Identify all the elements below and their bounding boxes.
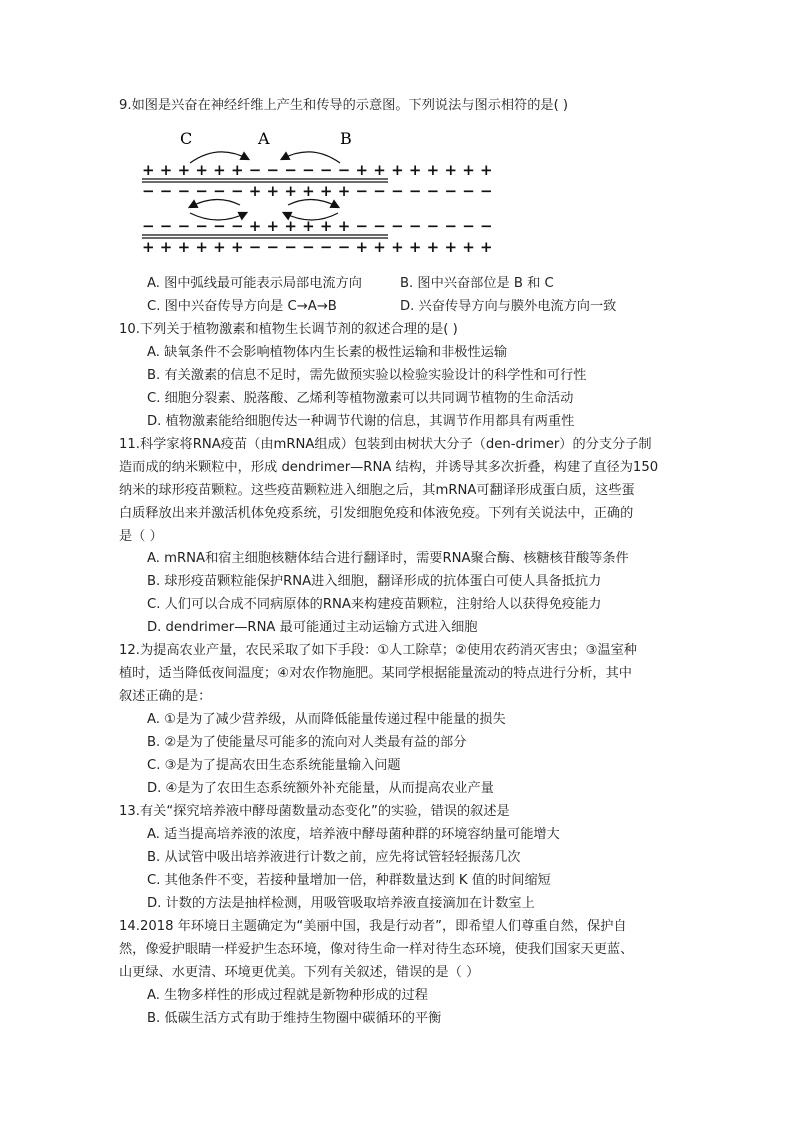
label-b: B: [340, 129, 352, 148]
inner-right-arc-1: [288, 199, 338, 207]
q11-line-4: 白质释放出来并激活机体免疫系统，引发细胞免疫和体液免疫。下列有关说法中，正确的: [119, 506, 634, 521]
q9-stem: 9.如图是兴奋在神经纤维上产生和传导的示意图。下列说法与图示相符的是( ): [119, 98, 569, 113]
q11-option-b: B. 球形疫苗颗粒能保护RNA进入细胞，翻译形成的抗体蛋白可使人具备抵抗力: [147, 574, 602, 589]
row1-charges: + + + + + + − − − − − − + + + + + + + +: [142, 161, 493, 179]
q13-stem: 13.有关“探究培养液中酵母菌数量动态变化”的实验，错误的叙述是: [119, 804, 510, 819]
q12-line-2: 植时，适当降低夜间温度；④对农作物施肥。某同学根据能量流动的特点进行分析，其中: [119, 666, 632, 681]
q14-line-3: 山更绿、水更清、环境更优美。下列有关叙述，错误的是（ ）: [119, 965, 480, 980]
q11-line-3: 纳米的球形疫苗颗粒。这些疫苗颗粒进入细胞之后，其mRNA可翻译形成蛋白质，这些蛋: [119, 483, 635, 498]
q11-option-d: D. dendrimer—RNA 最可能通过主动运输方式进入细胞: [147, 620, 478, 635]
q14-option-b: B. 低碳生活方式有助于维持生物圈中碳循环的平衡: [147, 1011, 442, 1026]
q11-line-1: 11.科学家将RNA疫苗（由mRNA组成）包装到由树状大分子（den-drimer）的分支分子制: [119, 437, 652, 452]
q14-option-a: A. 生物多样性的形成过程就是新物种形成的过程: [147, 988, 428, 1003]
q10-option-d: D. 植物激素能给细胞传达一种调节代谢的信息，其调节作用都具有两重性: [147, 414, 575, 429]
q13-option-a: A. 适当提高培养液的浓度，培养液中酵母菌种群的环境容纳量可能增大: [147, 827, 560, 842]
row4-charges: + + + + + + − − − − − − + + + + + + + +: [142, 238, 493, 256]
q12-option-d: D. ④是为了农田生态系统额外补充能量，从而提高农业产量: [147, 781, 494, 796]
inner-left-arc-1: [190, 199, 240, 207]
q12-option-b: B. ②是为了使能量尽可能多的流向对人类最有益的部分: [147, 735, 467, 750]
q11-option-a: A. mRNA和宿主细胞核糖体结合进行翻译时，需要RNA聚合酶、核糖核苷酸等条件: [147, 551, 629, 566]
q14-line-2: 然，像爱护眼睛一样爱护生态环境，像对待生命一样对待生态环境，使我们国家天更蓝、: [119, 942, 634, 957]
q10-option-c: C. 细胞分裂素、脱落酸、乙烯利等植物激素可以共同调节植物的生命活动: [147, 391, 574, 406]
nerve-fiber-diagram: [140, 127, 493, 257]
q12-option-c: C. ③是为了提高农田生态系统能量输入问题: [147, 758, 401, 773]
q10-option-a: A. 缺氧条件不会影响植物体内生长素的极性运输和非极性运输: [147, 345, 508, 360]
row3-charges: − − − − − − + + + + + + − − − − − − − −: [142, 217, 493, 235]
label-a: A: [258, 129, 270, 148]
q13-option-d: D. 计数的方法是抽样检测，用吸管吸取培养液直接滴加在计数室上: [147, 896, 535, 911]
q10-option-b: B. 有关激素的信息不足时，需先做预实验以检验实验设计的科学性和可行性: [147, 368, 587, 383]
q9-option-d: D. 兴奋传导方向与膜外电流方向一致: [400, 299, 617, 314]
q13-option-b: B. 从试管中吸出培养液进行计数之前，应先将试管轻轻振荡几次: [147, 850, 521, 865]
q11-line-5: 是（ ）: [119, 529, 163, 544]
q12-line-3: 叙述正确的是：: [119, 689, 212, 704]
q10-stem: 10.下列关于植物激素和植物生长调节剂的叙述合理的是( ): [119, 322, 458, 337]
q11-line-2: 造而成的纳米颗粒中，形成 dendrimer—RNA 结构，并诱导其多次折叠，构建了直径为150: [119, 460, 659, 475]
q9-option-b: B. 图中兴奋部位是 B 和 C: [400, 276, 554, 291]
row2-charges: − − − − − − + + + + + + − − − − − − − −: [142, 182, 493, 200]
q11-option-c: C. 人们可以合成不同病原体的RNA来构建疫苗颗粒，注射给人以获得免疫能力: [147, 597, 602, 612]
q12-line-1: 12.为提高农业产量，农民采取了如下手段：①人工除草；②使用农药消灭害虫；③温室种: [119, 643, 637, 658]
label-c: C: [180, 129, 193, 148]
q9-option-a: A. 图中弧线最可能表示局部电流方向: [147, 276, 362, 291]
q9-option-c: C. 图中兴奋传导方向是 C→A→B: [147, 299, 337, 314]
q13-option-c: C. 其他条件不变，若接种量增加一倍，种群数量达到 K 值的时间缩短: [147, 873, 551, 888]
q14-line-1: 14.2018 年环境日主题确定为“美丽中国，我是行动者”，即希望人们尊重自然，保护自: [119, 919, 627, 934]
q12-option-a: A. ①是为了减少营养级，从而降低能量传递过程中能量的损失: [147, 712, 506, 727]
